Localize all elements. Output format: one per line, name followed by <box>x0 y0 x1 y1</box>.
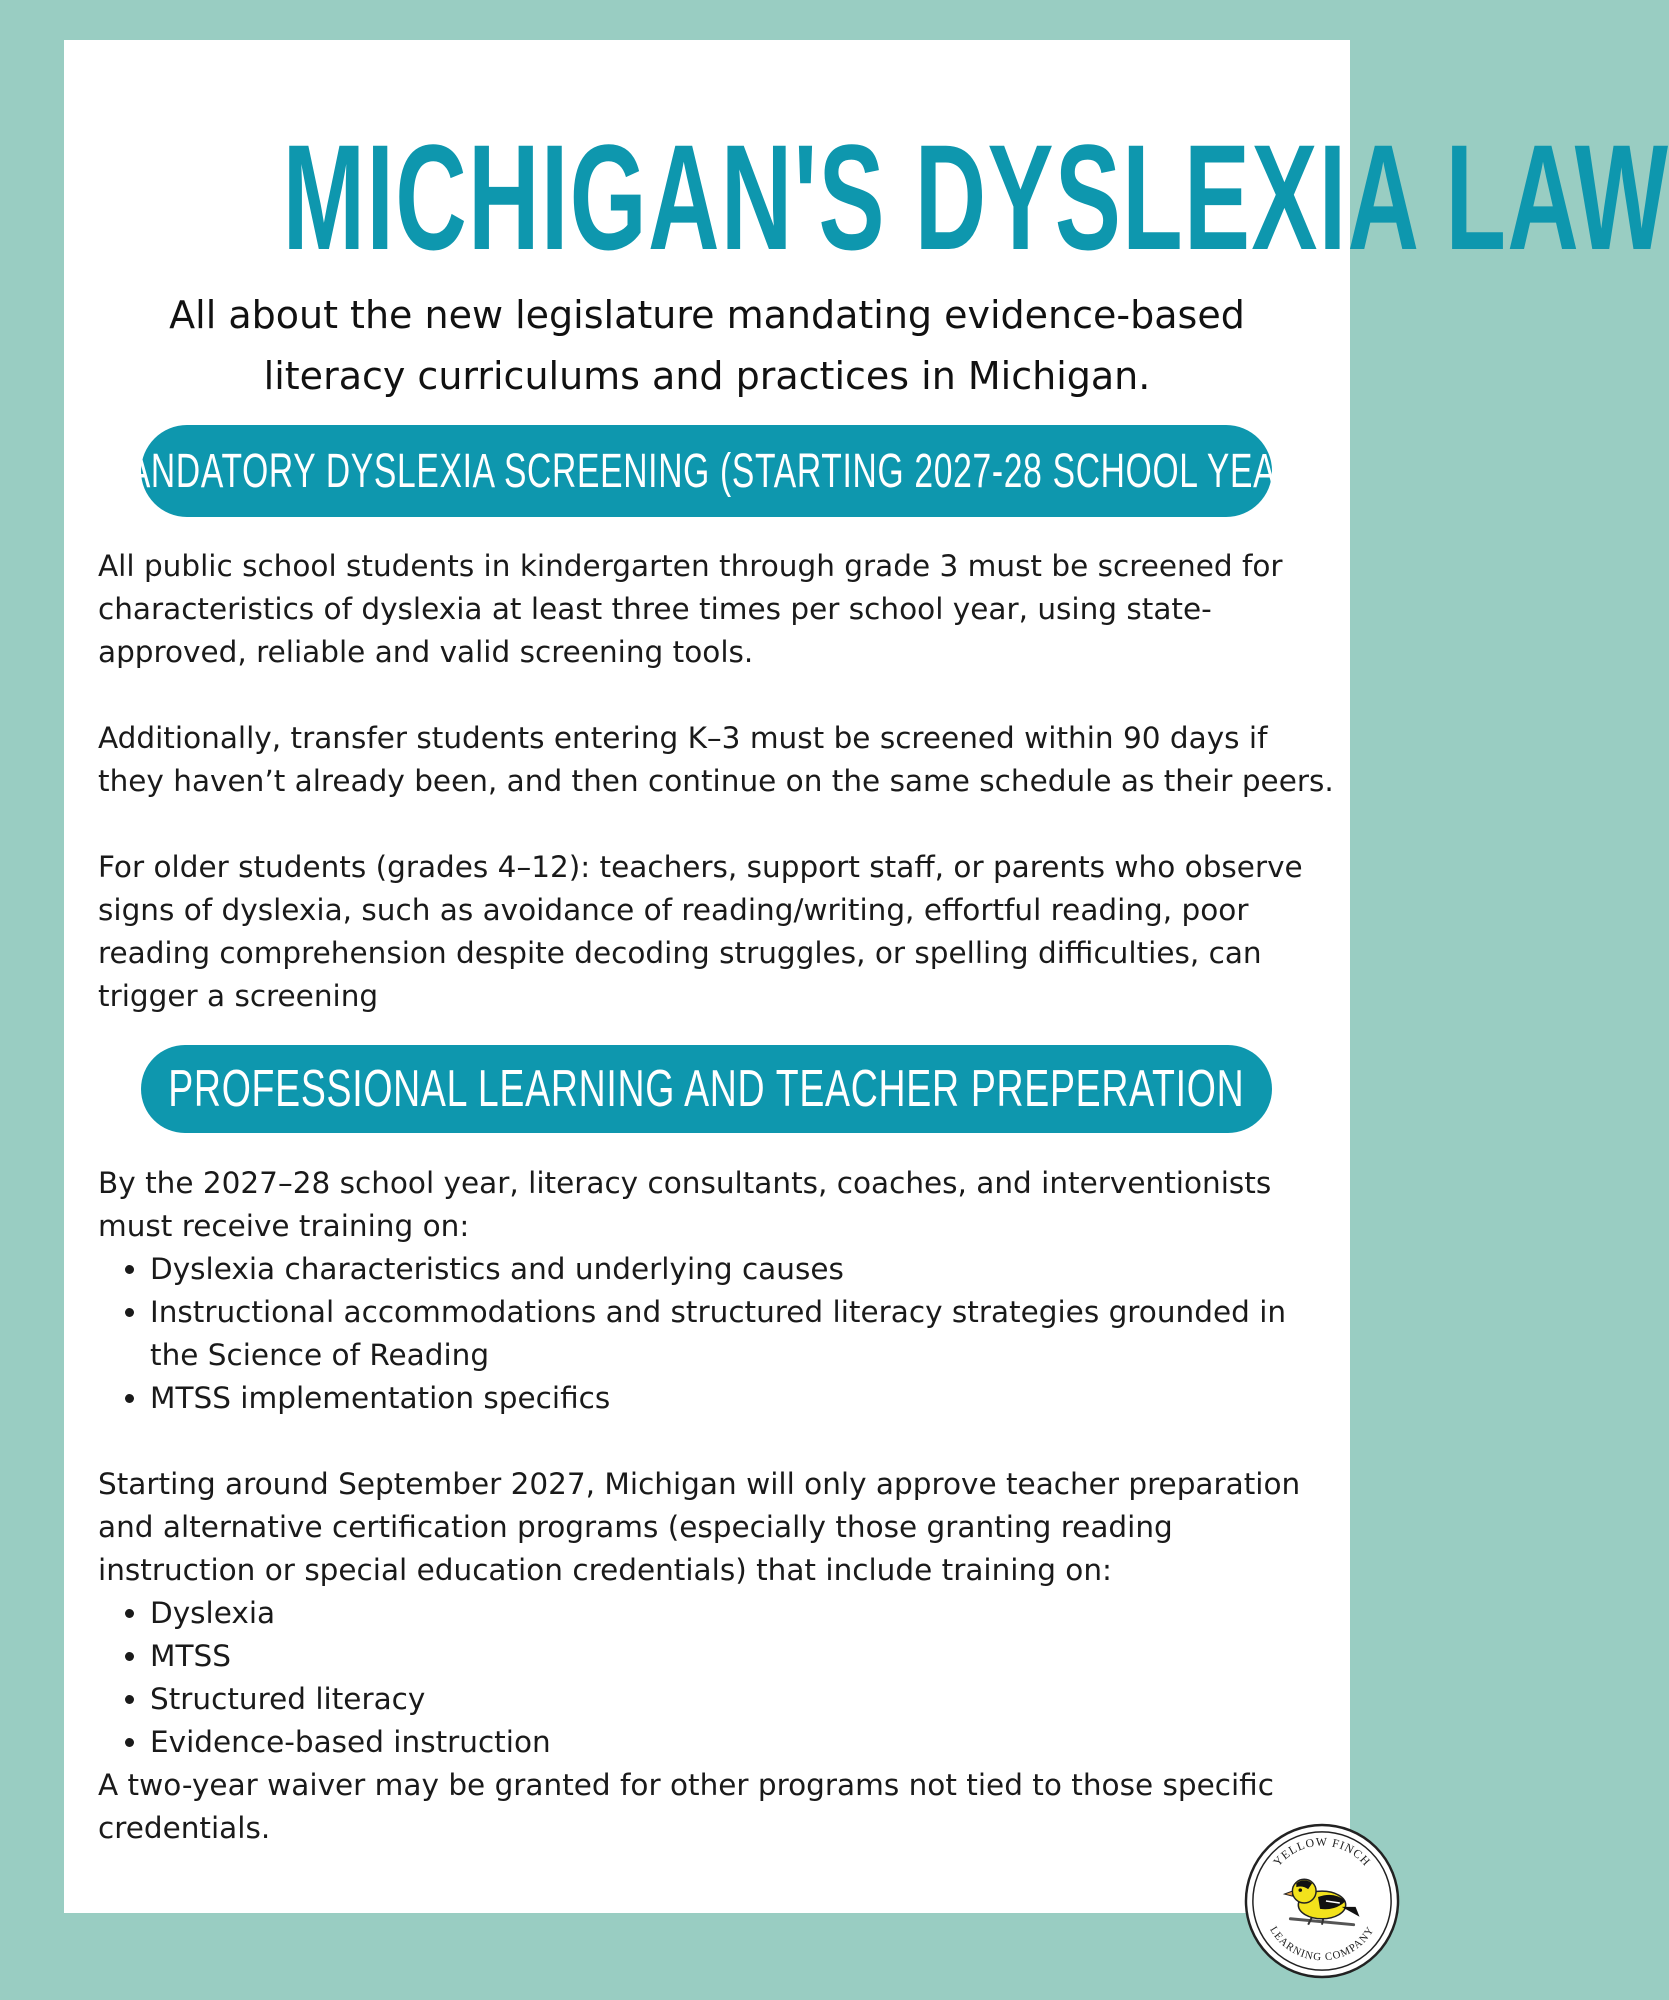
logo-bottom-text: LEARNING COMPANY <box>1267 1924 1377 1964</box>
list-item: • MTSS implementation specifics <box>150 1377 1338 1420</box>
program-requirements-list <box>98 1592 1338 1764</box>
paragraph: All public school students in kindergarten through grade 3 must be screened for characteristics of dyslexia at least three times per school year, using state-approved, reliable and valid screening tools. <box>98 549 1283 669</box>
training-topics-list <box>98 1248 1338 1420</box>
list-item: • Structured literacy <box>150 1678 1338 1721</box>
screening-section-body <box>98 545 1338 1018</box>
section-heading-screening-label: MANDATORY DYSLEXIA SCREENING (STARTING 2027-28 SCHOOL YEAR) <box>99 444 1314 498</box>
list-item: • Instructional accommodations and structured literacy strategies grounded in the Science of Reading <box>150 1291 1338 1377</box>
paragraph: By the 2027–28 school year, literacy consultants, coaches, and interventionists must receive training on: <box>98 1166 1272 1243</box>
list-item: • Dyslexia characteristics and underlying causes <box>150 1248 1338 1291</box>
page-subtitle: All about the new legislature mandating evidence-based literacy curriculums and practices in Michigan. <box>169 293 1245 398</box>
section-heading-professional-learning <box>141 1045 1272 1133</box>
paragraph: A two-year waiver may be granted for other programs not tied to those specific credentials. <box>98 1768 1274 1845</box>
list-item: • Evidence-based instruction <box>150 1721 1338 1764</box>
paragraph: Starting around September 2027, Michigan will only approve teacher preparation and alternative certification programs (especially those granting reading instruction or special education credentials) that include training on: <box>98 1467 1301 1587</box>
paragraph: Additionally, transfer students entering K–3 must be screened within 90 days if they haven’t already been, and then continue on the same schedule as their peers. <box>98 721 1334 798</box>
page-title: MICHIGAN'S DYSLEXIA LAW <box>282 113 1669 281</box>
paragraph: For older students (grades 4–12): teachers, support staff, or parents who observe signs of dyslexia, such as avoidance of reading/writing, effortful reading, poor reading comprehension despite decoding struggles, or spelling difficulties, can trigger a screening <box>98 850 1303 1013</box>
list-item: • MTSS <box>150 1635 1338 1678</box>
section-heading-professional-learning-label: PROFESSIONAL LEARNING AND TEACHER PREPERATION <box>168 1060 1245 1118</box>
company-logo <box>1243 1822 1401 1980</box>
list-item: • Dyslexia <box>150 1592 1338 1635</box>
section-heading-screening <box>99 425 1314 517</box>
page-card <box>64 40 1669 1913</box>
professional-learning-section-body <box>98 1162 1338 1850</box>
logo-top-text: YELLOW FINCH <box>1270 1834 1374 1869</box>
